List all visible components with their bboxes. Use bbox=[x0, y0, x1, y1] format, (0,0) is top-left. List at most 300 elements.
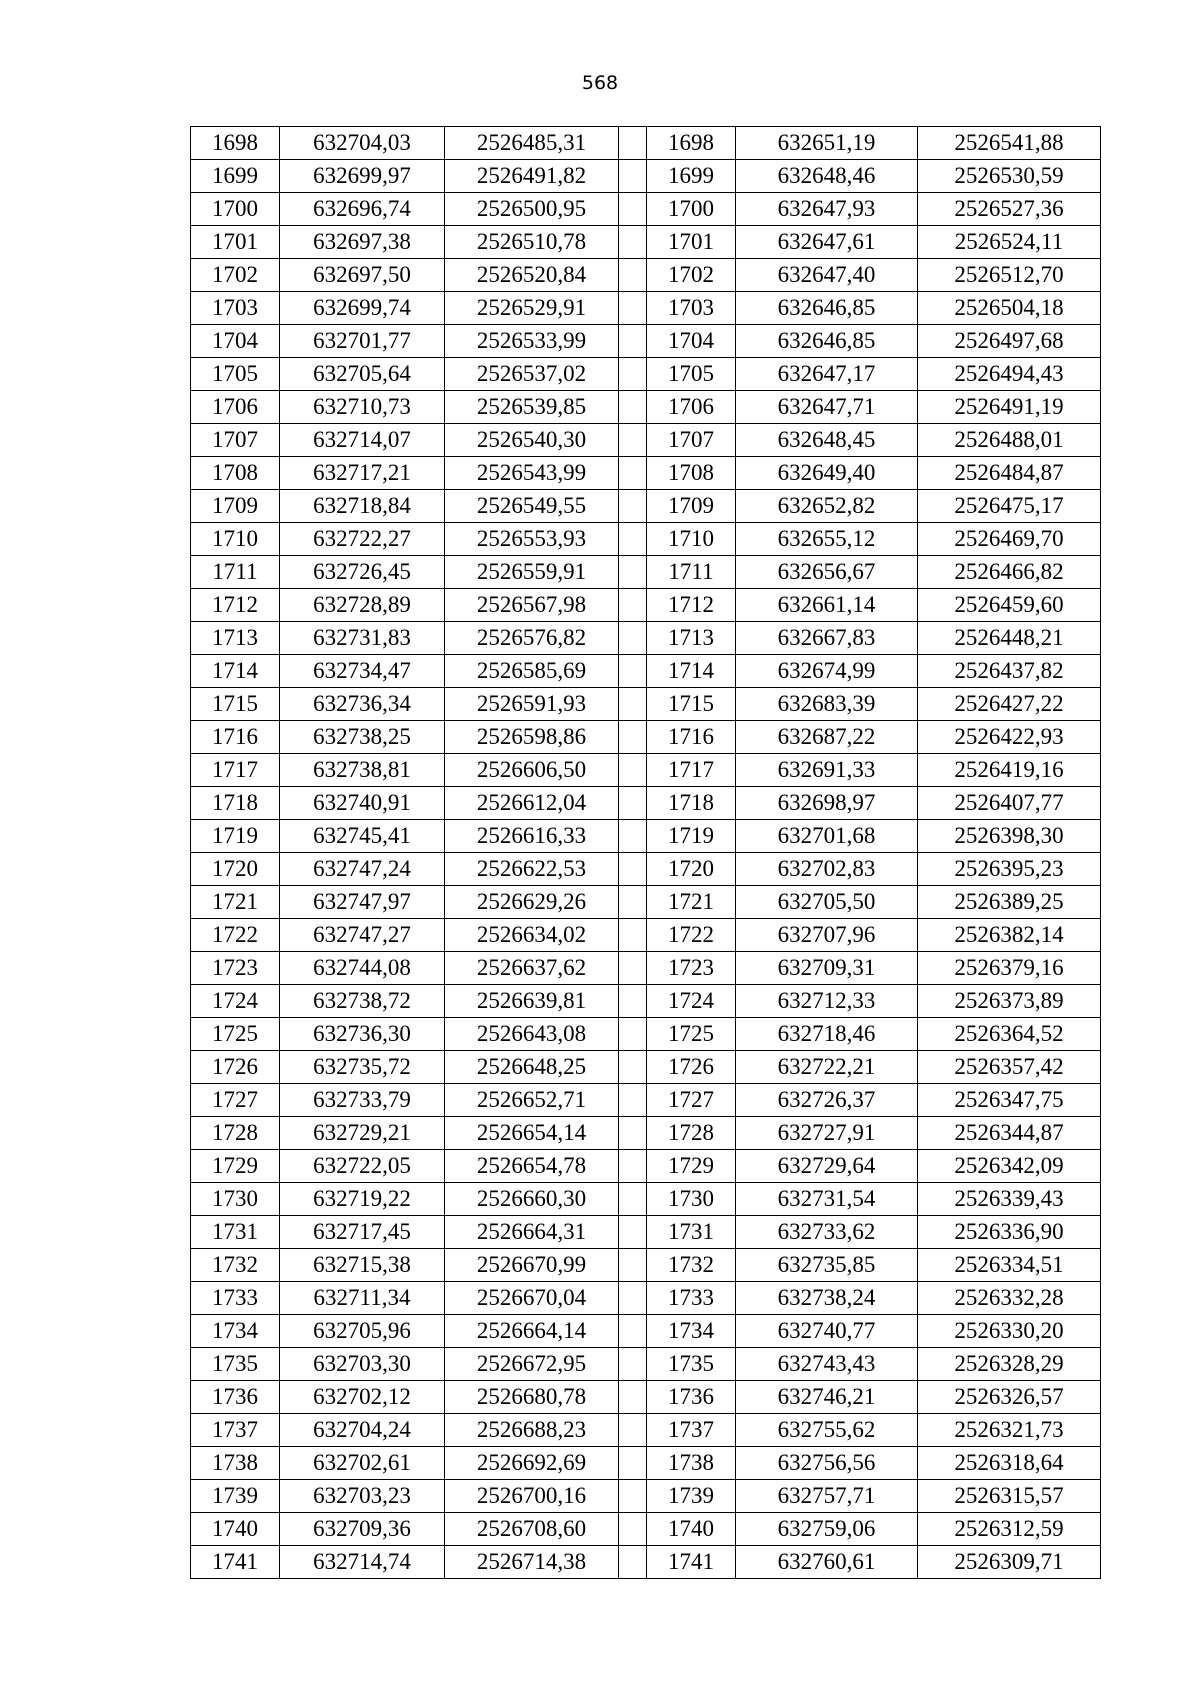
table-row bbox=[191, 556, 1101, 589]
point-number-cell: 1707 bbox=[647, 424, 736, 457]
point-number-cell: 1725 bbox=[191, 1018, 280, 1051]
x-coordinate-cell: 632728,89 bbox=[280, 589, 445, 622]
point-number-cell: 1725 bbox=[647, 1018, 736, 1051]
x-coordinate-cell: 632717,45 bbox=[280, 1216, 445, 1249]
point-number-cell: 1717 bbox=[191, 754, 280, 787]
point-number-cell: 1706 bbox=[191, 391, 280, 424]
spacer-cell bbox=[619, 721, 647, 754]
spacer-cell bbox=[619, 1216, 647, 1249]
x-coordinate-cell: 632651,19 bbox=[736, 127, 918, 160]
point-number-cell: 1722 bbox=[191, 919, 280, 952]
spacer-cell bbox=[619, 358, 647, 391]
point-number-cell: 1737 bbox=[647, 1414, 736, 1447]
x-coordinate-cell: 632757,71 bbox=[736, 1480, 918, 1513]
table-row bbox=[191, 127, 1101, 160]
point-number-cell: 1729 bbox=[647, 1150, 736, 1183]
y-coordinate-cell: 2526466,82 bbox=[918, 556, 1101, 589]
point-number-cell: 1721 bbox=[647, 886, 736, 919]
y-coordinate-cell: 2526591,93 bbox=[445, 688, 619, 721]
point-number-cell: 1719 bbox=[191, 820, 280, 853]
y-coordinate-cell: 2526336,90 bbox=[918, 1216, 1101, 1249]
x-coordinate-cell: 632698,97 bbox=[736, 787, 918, 820]
x-coordinate-cell: 632648,45 bbox=[736, 424, 918, 457]
x-coordinate-cell: 632648,46 bbox=[736, 160, 918, 193]
x-coordinate-cell: 632704,03 bbox=[280, 127, 445, 160]
table-row bbox=[191, 985, 1101, 1018]
point-number-cell: 1714 bbox=[191, 655, 280, 688]
y-coordinate-cell: 2526576,82 bbox=[445, 622, 619, 655]
x-coordinate-cell: 632744,08 bbox=[280, 952, 445, 985]
x-coordinate-cell: 632736,34 bbox=[280, 688, 445, 721]
x-coordinate-cell: 632710,73 bbox=[280, 391, 445, 424]
point-number-cell: 1701 bbox=[647, 226, 736, 259]
table-row bbox=[191, 853, 1101, 886]
point-number-cell: 1729 bbox=[191, 1150, 280, 1183]
spacer-cell bbox=[619, 325, 647, 358]
table-row bbox=[191, 1480, 1101, 1513]
point-number-cell: 1737 bbox=[191, 1414, 280, 1447]
y-coordinate-cell: 2526672,95 bbox=[445, 1348, 619, 1381]
point-number-cell: 1704 bbox=[647, 325, 736, 358]
table-row bbox=[191, 622, 1101, 655]
x-coordinate-cell: 632755,62 bbox=[736, 1414, 918, 1447]
spacer-cell bbox=[619, 1480, 647, 1513]
y-coordinate-cell: 2526347,75 bbox=[918, 1084, 1101, 1117]
table-row bbox=[191, 1216, 1101, 1249]
x-coordinate-cell: 632709,31 bbox=[736, 952, 918, 985]
y-coordinate-cell: 2526529,91 bbox=[445, 292, 619, 325]
table-row bbox=[191, 1546, 1101, 1579]
y-coordinate-cell: 2526332,28 bbox=[918, 1282, 1101, 1315]
point-number-cell: 1739 bbox=[647, 1480, 736, 1513]
x-coordinate-cell: 632714,07 bbox=[280, 424, 445, 457]
spacer-cell bbox=[619, 1249, 647, 1282]
spacer-cell bbox=[619, 1348, 647, 1381]
spacer-cell bbox=[619, 589, 647, 622]
point-number-cell: 1710 bbox=[647, 523, 736, 556]
x-coordinate-cell: 632733,79 bbox=[280, 1084, 445, 1117]
spacer-cell bbox=[619, 490, 647, 523]
y-coordinate-cell: 2526504,18 bbox=[918, 292, 1101, 325]
x-coordinate-cell: 632727,91 bbox=[736, 1117, 918, 1150]
spacer-cell bbox=[619, 523, 647, 556]
point-number-cell: 1719 bbox=[647, 820, 736, 853]
x-coordinate-cell: 632701,68 bbox=[736, 820, 918, 853]
spacer-cell bbox=[619, 886, 647, 919]
point-number-cell: 1735 bbox=[647, 1348, 736, 1381]
y-coordinate-cell: 2526692,69 bbox=[445, 1447, 619, 1480]
spacer-cell bbox=[619, 424, 647, 457]
point-number-cell: 1732 bbox=[647, 1249, 736, 1282]
point-number-cell: 1712 bbox=[191, 589, 280, 622]
point-number-cell: 1721 bbox=[191, 886, 280, 919]
x-coordinate-cell: 632711,34 bbox=[280, 1282, 445, 1315]
coordinates-table bbox=[190, 126, 1101, 1579]
point-number-cell: 1723 bbox=[647, 952, 736, 985]
spacer-cell bbox=[619, 1051, 647, 1084]
point-number-cell: 1712 bbox=[647, 589, 736, 622]
point-number-cell: 1741 bbox=[647, 1546, 736, 1579]
table-row bbox=[191, 787, 1101, 820]
point-number-cell: 1702 bbox=[191, 259, 280, 292]
x-coordinate-cell: 632717,21 bbox=[280, 457, 445, 490]
point-number-cell: 1726 bbox=[647, 1051, 736, 1084]
y-coordinate-cell: 2526373,89 bbox=[918, 985, 1101, 1018]
y-coordinate-cell: 2526637,62 bbox=[445, 952, 619, 985]
point-number-cell: 1715 bbox=[191, 688, 280, 721]
point-number-cell: 1717 bbox=[647, 754, 736, 787]
x-coordinate-cell: 632703,23 bbox=[280, 1480, 445, 1513]
point-number-cell: 1736 bbox=[191, 1381, 280, 1414]
y-coordinate-cell: 2526527,36 bbox=[918, 193, 1101, 226]
point-number-cell: 1698 bbox=[647, 127, 736, 160]
spacer-cell bbox=[619, 127, 647, 160]
y-coordinate-cell: 2526654,14 bbox=[445, 1117, 619, 1150]
x-coordinate-cell: 632747,24 bbox=[280, 853, 445, 886]
point-number-cell: 1727 bbox=[191, 1084, 280, 1117]
table-row bbox=[191, 424, 1101, 457]
spacer-cell bbox=[619, 919, 647, 952]
y-coordinate-cell: 2526339,43 bbox=[918, 1183, 1101, 1216]
point-number-cell: 1718 bbox=[647, 787, 736, 820]
x-coordinate-cell: 632697,38 bbox=[280, 226, 445, 259]
table-row bbox=[191, 457, 1101, 490]
spacer-cell bbox=[619, 853, 647, 886]
y-coordinate-cell: 2526512,70 bbox=[918, 259, 1101, 292]
point-number-cell: 1708 bbox=[647, 457, 736, 490]
x-coordinate-cell: 632738,72 bbox=[280, 985, 445, 1018]
y-coordinate-cell: 2526510,78 bbox=[445, 226, 619, 259]
point-number-cell: 1708 bbox=[191, 457, 280, 490]
y-coordinate-cell: 2526330,20 bbox=[918, 1315, 1101, 1348]
spacer-cell bbox=[619, 457, 647, 490]
point-number-cell: 1724 bbox=[191, 985, 280, 1018]
x-coordinate-cell: 632726,45 bbox=[280, 556, 445, 589]
y-coordinate-cell: 2526616,33 bbox=[445, 820, 619, 853]
point-number-cell: 1707 bbox=[191, 424, 280, 457]
point-number-cell: 1713 bbox=[647, 622, 736, 655]
spacer-cell bbox=[619, 292, 647, 325]
x-coordinate-cell: 632760,61 bbox=[736, 1546, 918, 1579]
x-coordinate-cell: 632707,96 bbox=[736, 919, 918, 952]
y-coordinate-cell: 2526379,16 bbox=[918, 952, 1101, 985]
x-coordinate-cell: 632701,77 bbox=[280, 325, 445, 358]
y-coordinate-cell: 2526664,31 bbox=[445, 1216, 619, 1249]
point-number-cell: 1700 bbox=[191, 193, 280, 226]
x-coordinate-cell: 632722,21 bbox=[736, 1051, 918, 1084]
table-row bbox=[191, 589, 1101, 622]
x-coordinate-cell: 632709,36 bbox=[280, 1513, 445, 1546]
spacer-cell bbox=[619, 556, 647, 589]
x-coordinate-cell: 632738,81 bbox=[280, 754, 445, 787]
x-coordinate-cell: 632647,71 bbox=[736, 391, 918, 424]
y-coordinate-cell: 2526437,82 bbox=[918, 655, 1101, 688]
spacer-cell bbox=[619, 1381, 647, 1414]
y-coordinate-cell: 2526670,04 bbox=[445, 1282, 619, 1315]
point-number-cell: 1735 bbox=[191, 1348, 280, 1381]
x-coordinate-cell: 632687,22 bbox=[736, 721, 918, 754]
table-row bbox=[191, 1018, 1101, 1051]
x-coordinate-cell: 632699,97 bbox=[280, 160, 445, 193]
point-number-cell: 1726 bbox=[191, 1051, 280, 1084]
y-coordinate-cell: 2526629,26 bbox=[445, 886, 619, 919]
point-number-cell: 1740 bbox=[647, 1513, 736, 1546]
spacer-cell bbox=[619, 1183, 647, 1216]
table-row bbox=[191, 1381, 1101, 1414]
point-number-cell: 1702 bbox=[647, 259, 736, 292]
y-coordinate-cell: 2526643,08 bbox=[445, 1018, 619, 1051]
point-number-cell: 1739 bbox=[191, 1480, 280, 1513]
point-number-cell: 1722 bbox=[647, 919, 736, 952]
y-coordinate-cell: 2526398,30 bbox=[918, 820, 1101, 853]
y-coordinate-cell: 2526328,29 bbox=[918, 1348, 1101, 1381]
page-number: 568 bbox=[581, 72, 619, 94]
spacer-cell bbox=[619, 1447, 647, 1480]
table-row bbox=[191, 1117, 1101, 1150]
table-row bbox=[191, 325, 1101, 358]
y-coordinate-cell: 2526326,57 bbox=[918, 1381, 1101, 1414]
y-coordinate-cell: 2526537,02 bbox=[445, 358, 619, 391]
y-coordinate-cell: 2526541,88 bbox=[918, 127, 1101, 160]
point-number-cell: 1704 bbox=[191, 325, 280, 358]
y-coordinate-cell: 2526395,23 bbox=[918, 853, 1101, 886]
x-coordinate-cell: 632714,74 bbox=[280, 1546, 445, 1579]
point-number-cell: 1701 bbox=[191, 226, 280, 259]
table-row bbox=[191, 688, 1101, 721]
point-number-cell: 1731 bbox=[191, 1216, 280, 1249]
y-coordinate-cell: 2526700,16 bbox=[445, 1480, 619, 1513]
y-coordinate-cell: 2526491,19 bbox=[918, 391, 1101, 424]
y-coordinate-cell: 2526598,86 bbox=[445, 721, 619, 754]
spacer-cell bbox=[619, 1282, 647, 1315]
x-coordinate-cell: 632729,21 bbox=[280, 1117, 445, 1150]
table-row bbox=[191, 1051, 1101, 1084]
x-coordinate-cell: 632729,64 bbox=[736, 1150, 918, 1183]
y-coordinate-cell: 2526382,14 bbox=[918, 919, 1101, 952]
x-coordinate-cell: 632731,54 bbox=[736, 1183, 918, 1216]
x-coordinate-cell: 632647,61 bbox=[736, 226, 918, 259]
y-coordinate-cell: 2526419,16 bbox=[918, 754, 1101, 787]
point-number-cell: 1738 bbox=[191, 1447, 280, 1480]
spacer-cell bbox=[619, 193, 647, 226]
x-coordinate-cell: 632647,93 bbox=[736, 193, 918, 226]
point-number-cell: 1705 bbox=[647, 358, 736, 391]
x-coordinate-cell: 632704,24 bbox=[280, 1414, 445, 1447]
y-coordinate-cell: 2526344,87 bbox=[918, 1117, 1101, 1150]
y-coordinate-cell: 2526688,23 bbox=[445, 1414, 619, 1447]
point-number-cell: 1720 bbox=[647, 853, 736, 886]
spacer-cell bbox=[619, 1546, 647, 1579]
spacer-cell bbox=[619, 1084, 647, 1117]
y-coordinate-cell: 2526494,43 bbox=[918, 358, 1101, 391]
y-coordinate-cell: 2526639,81 bbox=[445, 985, 619, 1018]
point-number-cell: 1699 bbox=[191, 160, 280, 193]
point-number-cell: 1730 bbox=[191, 1183, 280, 1216]
table-row bbox=[191, 1183, 1101, 1216]
point-number-cell: 1703 bbox=[647, 292, 736, 325]
y-coordinate-cell: 2526648,25 bbox=[445, 1051, 619, 1084]
x-coordinate-cell: 632740,77 bbox=[736, 1315, 918, 1348]
y-coordinate-cell: 2526475,17 bbox=[918, 490, 1101, 523]
spacer-cell bbox=[619, 1414, 647, 1447]
spacer-cell bbox=[619, 226, 647, 259]
x-coordinate-cell: 632740,91 bbox=[280, 787, 445, 820]
spacer-cell bbox=[619, 820, 647, 853]
y-coordinate-cell: 2526549,55 bbox=[445, 490, 619, 523]
y-coordinate-cell: 2526670,99 bbox=[445, 1249, 619, 1282]
y-coordinate-cell: 2526459,60 bbox=[918, 589, 1101, 622]
y-coordinate-cell: 2526559,91 bbox=[445, 556, 619, 589]
y-coordinate-cell: 2526485,31 bbox=[445, 127, 619, 160]
table-row bbox=[191, 919, 1101, 952]
x-coordinate-cell: 632722,05 bbox=[280, 1150, 445, 1183]
spacer-cell bbox=[619, 1117, 647, 1150]
table-row bbox=[191, 1447, 1101, 1480]
table-row bbox=[191, 754, 1101, 787]
x-coordinate-cell: 632718,46 bbox=[736, 1018, 918, 1051]
point-number-cell: 1727 bbox=[647, 1084, 736, 1117]
table-row bbox=[191, 820, 1101, 853]
y-coordinate-cell: 2526342,09 bbox=[918, 1150, 1101, 1183]
point-number-cell: 1723 bbox=[191, 952, 280, 985]
spacer-cell bbox=[619, 1315, 647, 1348]
x-coordinate-cell: 632733,62 bbox=[736, 1216, 918, 1249]
spacer-cell bbox=[619, 622, 647, 655]
x-coordinate-cell: 632649,40 bbox=[736, 457, 918, 490]
table-row bbox=[191, 1249, 1101, 1282]
point-number-cell: 1713 bbox=[191, 622, 280, 655]
x-coordinate-cell: 632652,82 bbox=[736, 490, 918, 523]
y-coordinate-cell: 2526364,52 bbox=[918, 1018, 1101, 1051]
y-coordinate-cell: 2526407,77 bbox=[918, 787, 1101, 820]
y-coordinate-cell: 2526321,73 bbox=[918, 1414, 1101, 1447]
point-number-cell: 1711 bbox=[647, 556, 736, 589]
table-row bbox=[191, 655, 1101, 688]
spacer-cell bbox=[619, 1150, 647, 1183]
point-number-cell: 1709 bbox=[647, 490, 736, 523]
table-row bbox=[191, 1282, 1101, 1315]
point-number-cell: 1736 bbox=[647, 1381, 736, 1414]
y-coordinate-cell: 2526622,53 bbox=[445, 853, 619, 886]
y-coordinate-cell: 2526714,38 bbox=[445, 1546, 619, 1579]
point-number-cell: 1698 bbox=[191, 127, 280, 160]
spacer-cell bbox=[619, 1513, 647, 1546]
table-row bbox=[191, 490, 1101, 523]
y-coordinate-cell: 2526553,93 bbox=[445, 523, 619, 556]
y-coordinate-cell: 2526533,99 bbox=[445, 325, 619, 358]
y-coordinate-cell: 2526634,02 bbox=[445, 919, 619, 952]
spacer-cell bbox=[619, 655, 647, 688]
x-coordinate-cell: 632756,56 bbox=[736, 1447, 918, 1480]
x-coordinate-cell: 632731,83 bbox=[280, 622, 445, 655]
point-number-cell: 1718 bbox=[191, 787, 280, 820]
x-coordinate-cell: 632738,24 bbox=[736, 1282, 918, 1315]
table-row bbox=[191, 160, 1101, 193]
x-coordinate-cell: 632697,50 bbox=[280, 259, 445, 292]
y-coordinate-cell: 2526654,78 bbox=[445, 1150, 619, 1183]
y-coordinate-cell: 2526612,04 bbox=[445, 787, 619, 820]
table-row bbox=[191, 1084, 1101, 1117]
point-number-cell: 1706 bbox=[647, 391, 736, 424]
y-coordinate-cell: 2526488,01 bbox=[918, 424, 1101, 457]
y-coordinate-cell: 2526585,69 bbox=[445, 655, 619, 688]
x-coordinate-cell: 632702,61 bbox=[280, 1447, 445, 1480]
point-number-cell: 1700 bbox=[647, 193, 736, 226]
x-coordinate-cell: 632674,99 bbox=[736, 655, 918, 688]
y-coordinate-cell: 2526315,57 bbox=[918, 1480, 1101, 1513]
spacer-cell bbox=[619, 160, 647, 193]
point-number-cell: 1716 bbox=[191, 721, 280, 754]
table-row bbox=[191, 1414, 1101, 1447]
x-coordinate-cell: 632646,85 bbox=[736, 292, 918, 325]
point-number-cell: 1710 bbox=[191, 523, 280, 556]
point-number-cell: 1733 bbox=[191, 1282, 280, 1315]
table-row bbox=[191, 1150, 1101, 1183]
point-number-cell: 1715 bbox=[647, 688, 736, 721]
y-coordinate-cell: 2526318,64 bbox=[918, 1447, 1101, 1480]
x-coordinate-cell: 632702,12 bbox=[280, 1381, 445, 1414]
spacer-cell bbox=[619, 985, 647, 1018]
x-coordinate-cell: 632699,74 bbox=[280, 292, 445, 325]
x-coordinate-cell: 632735,72 bbox=[280, 1051, 445, 1084]
point-number-cell: 1699 bbox=[647, 160, 736, 193]
spacer-cell bbox=[619, 787, 647, 820]
table-row bbox=[191, 391, 1101, 424]
x-coordinate-cell: 632683,39 bbox=[736, 688, 918, 721]
y-coordinate-cell: 2526469,70 bbox=[918, 523, 1101, 556]
point-number-cell: 1703 bbox=[191, 292, 280, 325]
y-coordinate-cell: 2526497,68 bbox=[918, 325, 1101, 358]
y-coordinate-cell: 2526427,22 bbox=[918, 688, 1101, 721]
point-number-cell: 1733 bbox=[647, 1282, 736, 1315]
x-coordinate-cell: 632736,30 bbox=[280, 1018, 445, 1051]
x-coordinate-cell: 632703,30 bbox=[280, 1348, 445, 1381]
point-number-cell: 1720 bbox=[191, 853, 280, 886]
y-coordinate-cell: 2526606,50 bbox=[445, 754, 619, 787]
point-number-cell: 1731 bbox=[647, 1216, 736, 1249]
x-coordinate-cell: 632726,37 bbox=[736, 1084, 918, 1117]
x-coordinate-cell: 632667,83 bbox=[736, 622, 918, 655]
spacer-cell bbox=[619, 688, 647, 721]
y-coordinate-cell: 2526660,30 bbox=[445, 1183, 619, 1216]
x-coordinate-cell: 632718,84 bbox=[280, 490, 445, 523]
x-coordinate-cell: 632705,50 bbox=[736, 886, 918, 919]
y-coordinate-cell: 2526422,93 bbox=[918, 721, 1101, 754]
y-coordinate-cell: 2526484,87 bbox=[918, 457, 1101, 490]
point-number-cell: 1738 bbox=[647, 1447, 736, 1480]
point-number-cell: 1741 bbox=[191, 1546, 280, 1579]
x-coordinate-cell: 632722,27 bbox=[280, 523, 445, 556]
table-row bbox=[191, 952, 1101, 985]
x-coordinate-cell: 632715,38 bbox=[280, 1249, 445, 1282]
spacer-cell bbox=[619, 754, 647, 787]
x-coordinate-cell: 632656,67 bbox=[736, 556, 918, 589]
x-coordinate-cell: 632712,33 bbox=[736, 985, 918, 1018]
point-number-cell: 1740 bbox=[191, 1513, 280, 1546]
y-coordinate-cell: 2526500,95 bbox=[445, 193, 619, 226]
x-coordinate-cell: 632661,14 bbox=[736, 589, 918, 622]
y-coordinate-cell: 2526309,71 bbox=[918, 1546, 1101, 1579]
y-coordinate-cell: 2526540,30 bbox=[445, 424, 619, 457]
spacer-cell bbox=[619, 952, 647, 985]
table-row bbox=[191, 1513, 1101, 1546]
table-row bbox=[191, 523, 1101, 556]
y-coordinate-cell: 2526357,42 bbox=[918, 1051, 1101, 1084]
x-coordinate-cell: 632746,21 bbox=[736, 1381, 918, 1414]
table-row bbox=[191, 358, 1101, 391]
y-coordinate-cell: 2526567,98 bbox=[445, 589, 619, 622]
point-number-cell: 1714 bbox=[647, 655, 736, 688]
